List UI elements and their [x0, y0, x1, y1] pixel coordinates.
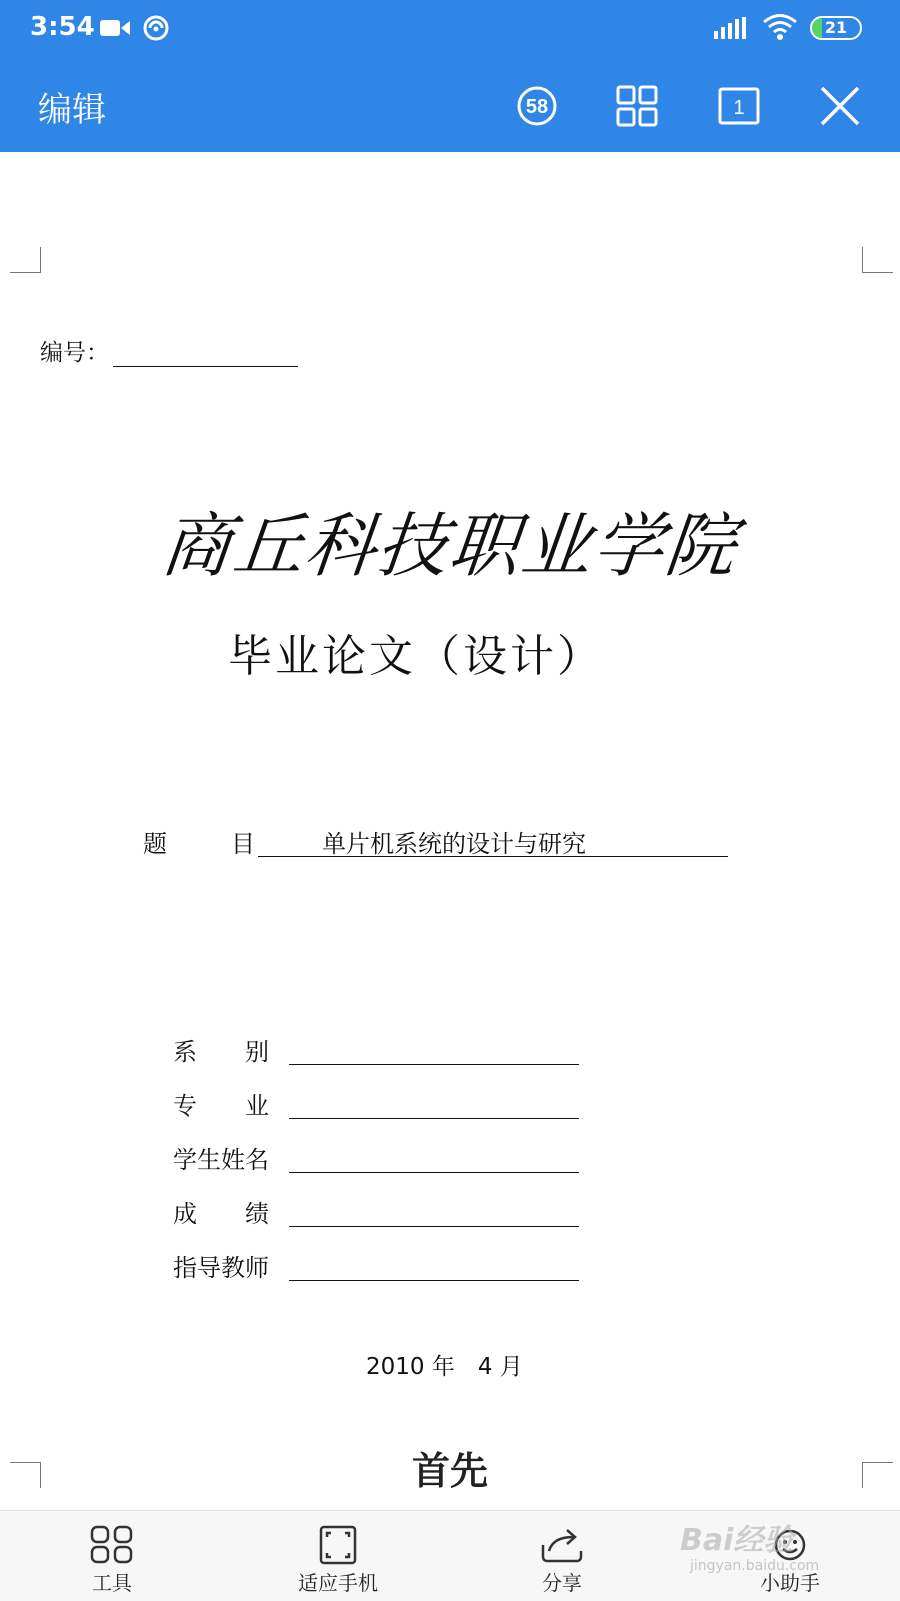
school-name: 商丘科技职业学院	[157, 505, 742, 587]
field-label: 成 绩	[173, 1200, 269, 1228]
page-indicator: 1	[733, 97, 745, 119]
field-label: 指导教师	[173, 1254, 269, 1282]
student-name-field	[173, 1140, 593, 1174]
fit-phone-button[interactable]	[258, 1511, 418, 1601]
share-icon	[539, 1525, 585, 1565]
badge-count: 58	[525, 96, 549, 118]
baidu-watermark-url: jingyan.baidu.com	[690, 1558, 820, 1574]
title-bar	[0, 58, 900, 152]
assistant-label: 小助手	[760, 1571, 820, 1595]
top-bar	[0, 0, 900, 152]
field-label: 系 别	[173, 1038, 269, 1066]
status-time: 3:54	[30, 12, 95, 42]
grade-field	[173, 1194, 593, 1228]
thesis-title: 毕业论文（设计）	[228, 631, 604, 682]
advisor-field	[173, 1248, 593, 1282]
tools-label: 工具	[92, 1571, 132, 1595]
battery-icon	[810, 16, 862, 40]
overlay-caption: 首先	[411, 1449, 488, 1493]
status-bar	[0, 0, 900, 58]
department-field	[173, 1032, 593, 1066]
page-count-icon[interactable]	[717, 84, 761, 128]
page-corner-mark	[10, 247, 41, 273]
fit-phone-label: 适应手机	[298, 1571, 378, 1595]
field-blank-line	[289, 1248, 579, 1281]
document-date: 2010 年 4 月	[366, 1354, 523, 1380]
badge-58-icon[interactable]	[515, 84, 559, 128]
major-field	[173, 1086, 593, 1120]
tools-button[interactable]	[32, 1511, 192, 1601]
baidu-watermark-logo: Bai经验	[680, 1523, 794, 1558]
video-camera-icon	[100, 18, 130, 42]
share-label: 分享	[542, 1571, 582, 1595]
serial-label: 编号：	[40, 340, 109, 366]
field-blank-line	[289, 1194, 579, 1227]
signal-icon	[714, 17, 750, 43]
field-blank-line	[289, 1032, 579, 1065]
topic-underline	[258, 824, 728, 857]
vpn-icon	[142, 14, 170, 46]
tools-grid-icon	[89, 1525, 135, 1565]
field-label: 专 业	[173, 1092, 269, 1120]
topic-label-2: 目	[231, 830, 255, 858]
wifi-icon	[762, 13, 798, 45]
field-blank-line	[289, 1140, 579, 1173]
serial-number-field	[40, 334, 298, 367]
page-corner-mark	[862, 247, 893, 273]
serial-blank-line	[113, 344, 298, 367]
field-label: 学生姓名	[173, 1146, 269, 1174]
edit-button[interactable]: 编辑	[38, 90, 106, 130]
share-button[interactable]	[482, 1511, 642, 1601]
grid-view-icon[interactable]	[615, 84, 659, 128]
battery-level: 21	[824, 18, 848, 37]
fit-screen-icon	[315, 1525, 361, 1565]
field-blank-line	[289, 1086, 579, 1119]
topic-label-1: 题	[143, 830, 167, 858]
topic-value: 单片机系统的设计与研究	[322, 830, 586, 858]
close-icon[interactable]	[818, 84, 862, 128]
document-page[interactable]	[0, 152, 900, 1510]
